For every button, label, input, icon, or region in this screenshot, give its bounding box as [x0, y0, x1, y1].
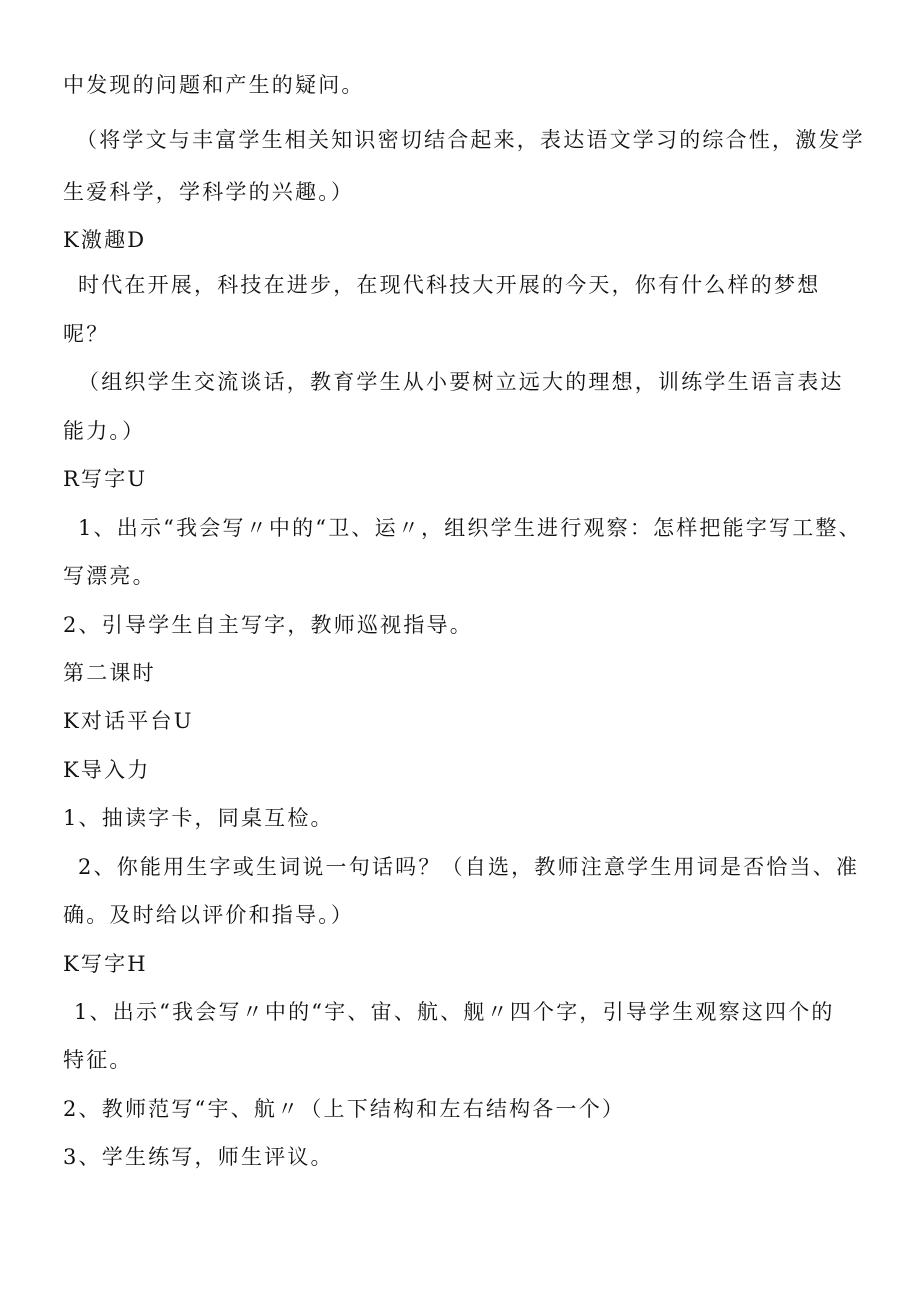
- text-line: 1、出示“我会写〃中的“宇、宙、航、舰〃四个字，引导学生观察这四个的: [74, 1000, 835, 1024]
- text-line: 时代在开展，科技在进步，在现代科技大开展的今天，你有什么样的梦想: [78, 273, 821, 297]
- text-line: 特征。: [63, 1048, 133, 1072]
- text-line: 2、教师范写“宇、航〃（上下结构和左右结构各一个）: [63, 1097, 626, 1121]
- section-heading: K导入力: [63, 758, 151, 782]
- text-line: 中发现的问题和产生的疑问。: [63, 73, 365, 97]
- text-line: 确。及时给以评价和指导。）: [63, 903, 355, 927]
- section-heading: K激趣D: [63, 228, 147, 252]
- text-line: 2、你能用生字或生词说一句话吗？（自选，教师注意学生用词是否恰当、准: [78, 855, 860, 879]
- text-line: 3、学生练写，师生评议。: [63, 1145, 334, 1169]
- section-heading: K写字H: [63, 952, 148, 976]
- section-heading: 第二课时: [63, 661, 156, 685]
- section-heading: R写字U: [63, 467, 148, 491]
- text-line: 生爱科学，学科学的兴趣。）: [63, 180, 355, 204]
- text-line: 能力。）: [63, 419, 146, 443]
- text-line: （将学文与丰富学生相关知识密切结合起来，表达语文学习的综合性，激发学: [76, 128, 865, 152]
- section-heading: K对话平台U: [63, 709, 194, 733]
- text-line: 呢？: [63, 322, 110, 346]
- text-line: （组织学生交流谈话，教育学生从小要树立远大的理想，训练学生语言表达: [78, 370, 844, 394]
- text-line: 写漂亮。: [63, 564, 156, 588]
- text-line: 1、出示“我会写〃中的“卫、运〃，组织学生进行观察：怎样把能字写工整、: [78, 516, 862, 540]
- text-line: 1、抽读字卡，同桌互检。: [63, 806, 334, 830]
- text-line: 2、引导学生自主写字，教师巡视指导。: [63, 613, 473, 637]
